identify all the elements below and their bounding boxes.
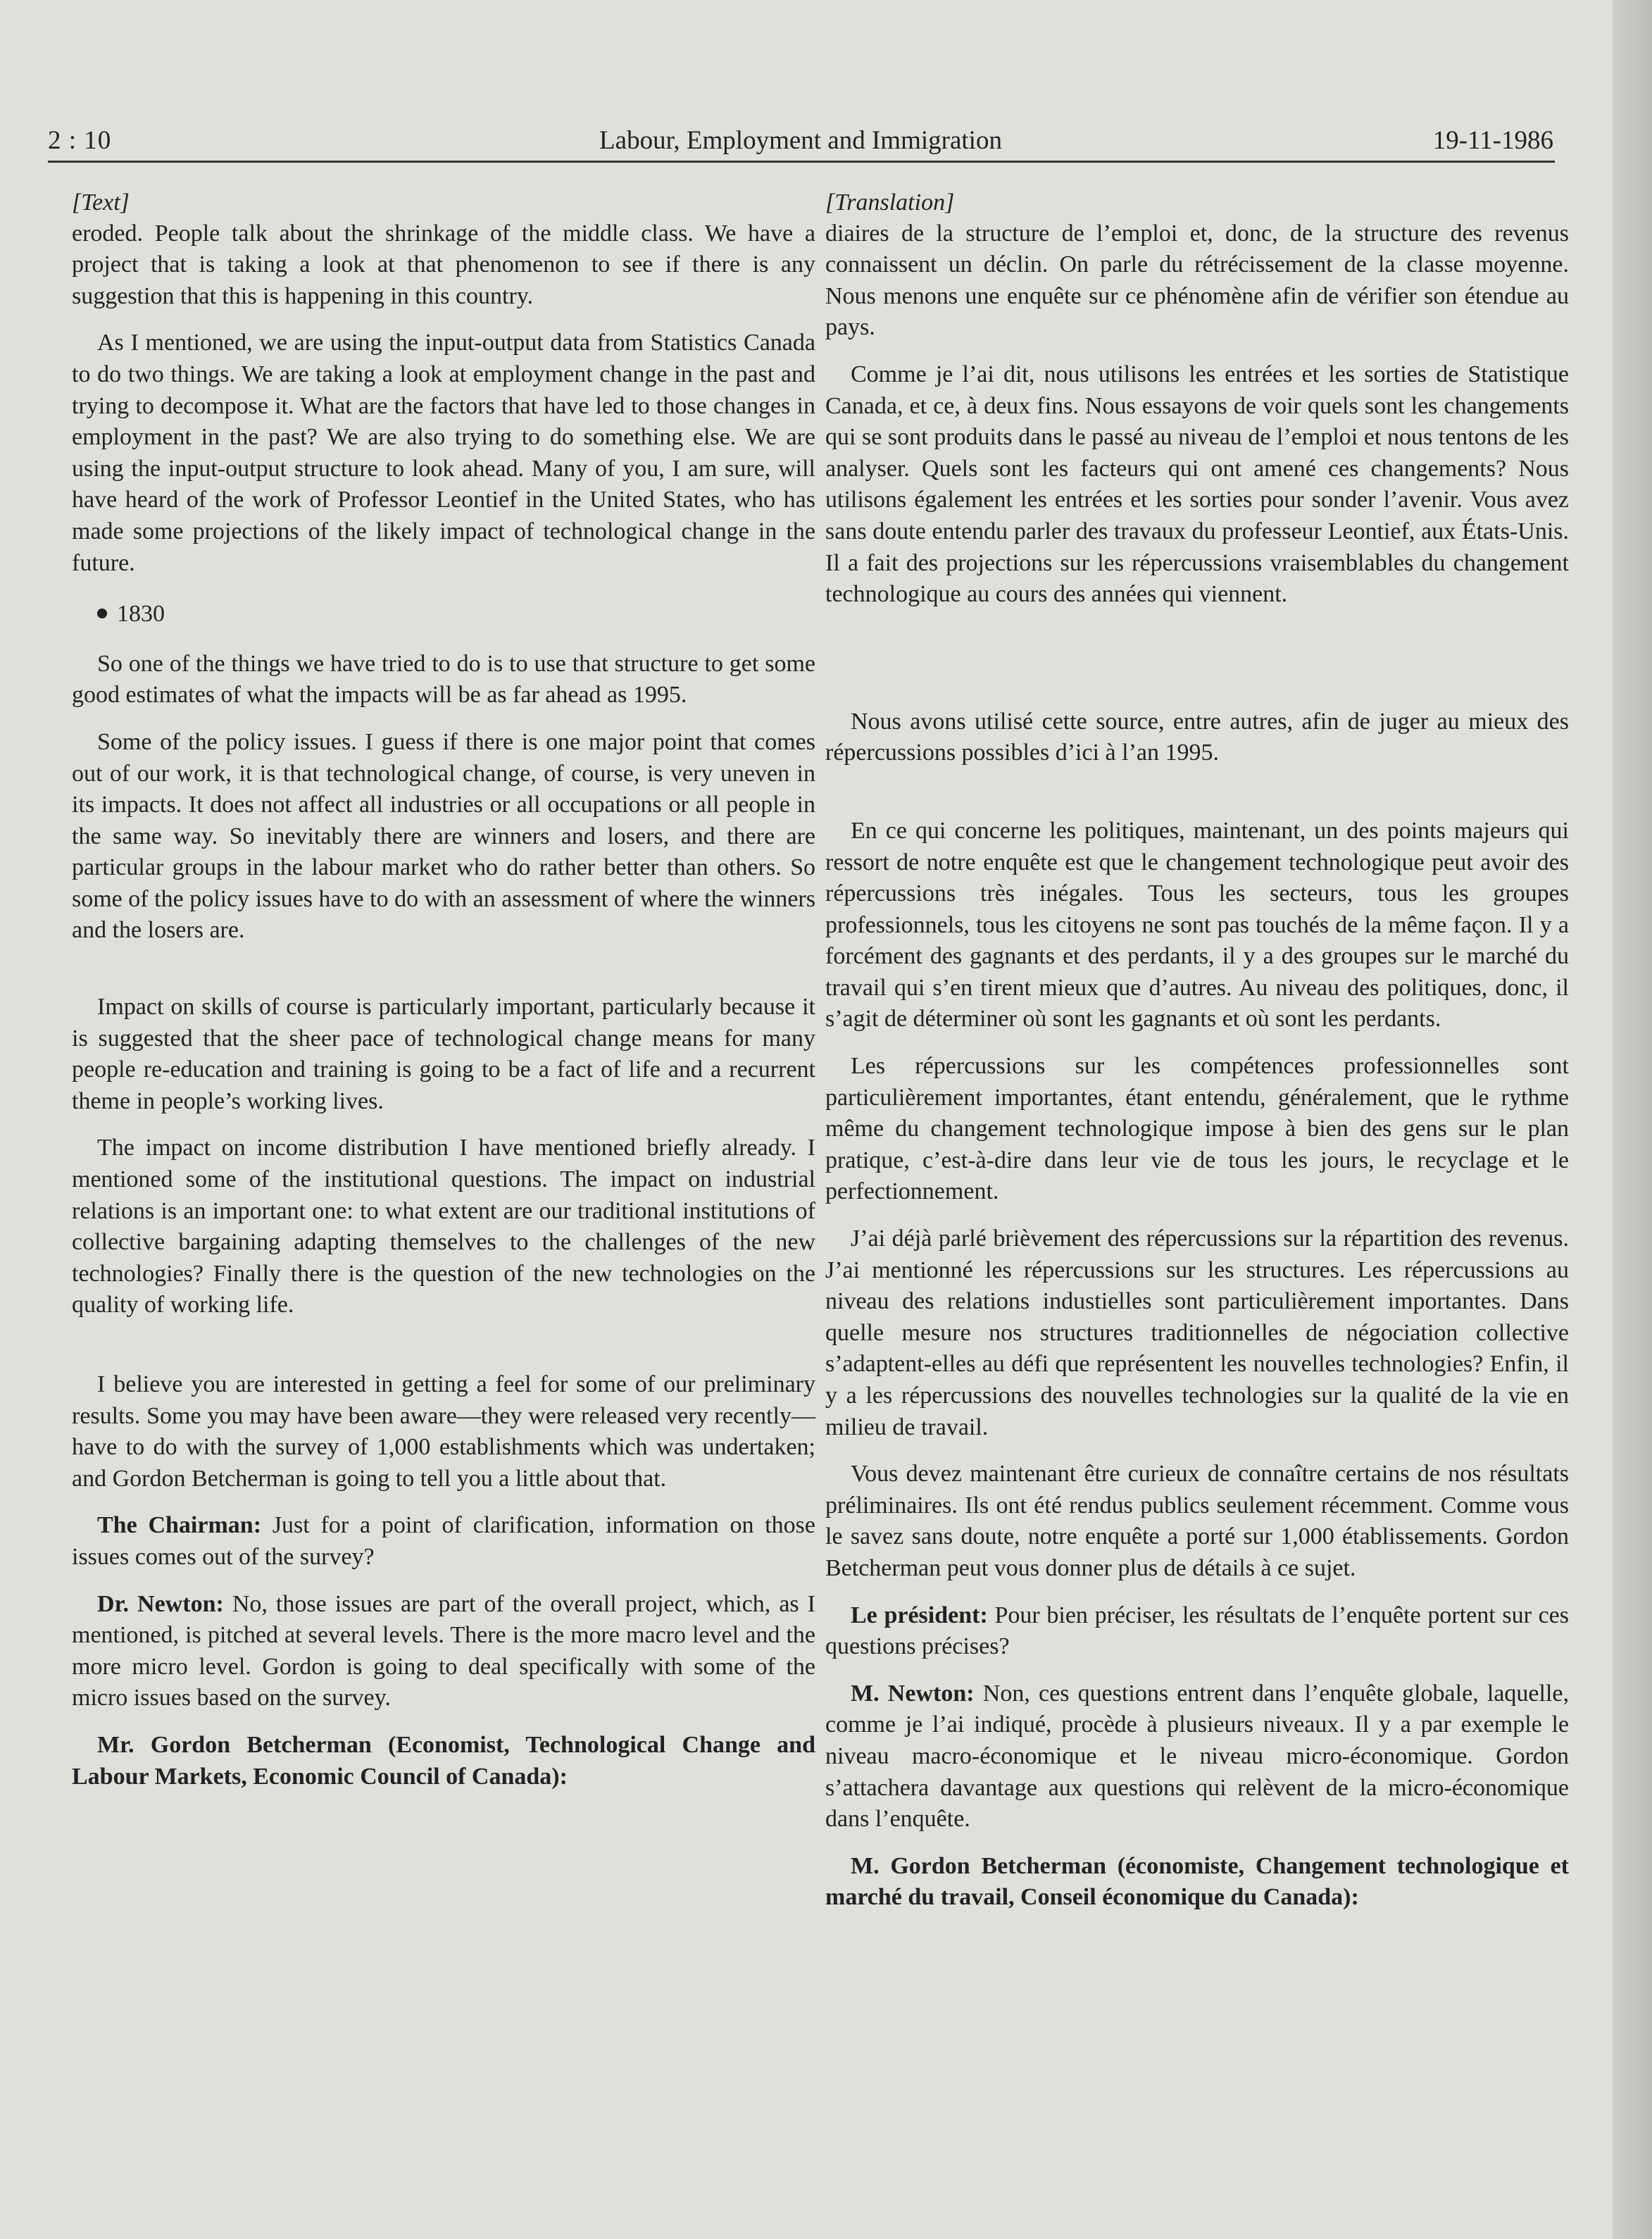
timestamp	[72, 599, 815, 630]
header-rule	[48, 161, 1555, 163]
column-label-translation: [Translation]	[825, 189, 955, 216]
page-edge	[1613, 0, 1652, 2239]
paragraph: As I mentioned, we are using the input-output data from Statistics Canada to do two things. We are taking a look at employment change in the past and trying to decompose it. What are the factors that have led to those changes in employment in the past? We are also trying to do something else. We are using the input-output structure to look ahead. Many of you, I am sure, will have heard of the work of Professor Leontief in the United States, who has made some projections of the likely impact of technological change in the future.	[72, 330, 815, 576]
paragraph	[825, 1678, 1569, 1835]
page-number: 2 : 10	[48, 126, 112, 155]
speaker-heading: M. Gordon Betcherman (économiste, Changement technologique et marché du travail, Conseil économique du Canada):	[825, 1852, 1569, 1911]
french-column	[825, 187, 1569, 1914]
paragraph: Les répercussions sur les compétences professionnelles sont particulièrement importantes, étant entendu, généralement, que le rythme même du changement technologique impose à bien des gens sur le plan pratique, c’est-à-dire dans leur vie de tous les jours, le recyclage et le perfectionnement.	[825, 1053, 1569, 1205]
paragraph: I believe you are interested in getting a feel for some of our preliminary results. Some you may have been aware—they were released very recently—have to do with the survey of 1,000 establishments which was undertaken; and Gordon Betcherman is going to tell you a little about that.	[72, 1371, 815, 1492]
english-column	[72, 187, 815, 1792]
paragraph: The impact on income distribution I have mentioned briefly already. I mentioned some of the institutional questions. The impact on industrial relations is an important one: to what extent are our traditional institutions of collective bargaining adapting themselves to the challenges of the new technologies? Finally there is the question of the new technologies on the quality of working life.	[72, 1135, 815, 1318]
speaker-heading: Mr. Gordon Betcherman (Economist, Technological Change and Labour Markets, Economic Council of Canada):	[72, 1731, 815, 1790]
column-label-text: [Text]	[72, 189, 130, 216]
page-title: Labour, Employment and Immigration	[599, 126, 1002, 155]
speech-text: Just for a point of clarification, information on those issues comes out of the survey?	[72, 1512, 816, 1570]
paragraph	[72, 1589, 815, 1714]
paragraph: eroded. People talk about the shrinkage of the middle class. We have a project that is taking a look at that phenomenon to see if there is any suggestion that this is happening in this country.	[72, 220, 815, 309]
paragraph: Vous devez maintenant être curieux de connaître certains de nos résultats préliminaires. Ils ont été rendus publics seulement récemment. Comme vous le savez sans doute, notre enquête a porté sur 1,000 établissements. Gordon Betcherman peut vous donner plus de détails à ce sujet.	[825, 1461, 1569, 1581]
paragraph: En ce qui concerne les politiques, maintenant, un des points majeurs qui ressort de notre enquête est que le changement technologique peut avoir des répercussions très inégales. Tous les secteurs, tous les groupes professionnels, tous les citoyens ne sont pas touchés de la même façon. Il y a forcément des gagnants et des perdants, il y a des groupes sur le marché du travail qui s’en tirent mieux que d’autres. Au niveau des politiques, donc, il s’agit de déterminer où sont les gagnants et où sont les perdants.	[825, 817, 1569, 1033]
bullet-icon	[97, 609, 107, 618]
paragraph: Comme je l’ai dit, nous utilisons les entrées et les sorties de Statistique Canada, et ce, à deux fins. Nous essayons de voir quels sont les changements qui se sont produits dans le passé au niveau de l’emploi et nous tentons de les analyser. Quels sont les facteurs qui ont amené ces changements? Nous utilisons également les entrées et les sorties pour sonder l’avenir. Vous avez sans doute entendu parler des travaux du professeur Leontief, aux États-Unis. Il a fait des projections sur les répercussions vraisemblables du changement technologique au cours des années qui viennent.	[825, 361, 1569, 608]
speech-text: No, those issues are part of the overall project, which, as I mentioned, is pitched at several levels. There is the more macro level and the more micro level. Gordon is going to deal specifically with some of the micro issues based on the survey.	[72, 1590, 815, 1711]
paragraph: So one of the things we have tried to do is to use that structure to get some good estimates of what the impacts will be as far ahead as 1995.	[72, 650, 815, 709]
paragraph: diaires de la structure de l’emploi et, donc, de la structure des revenus connaissent un déclin. On parle du rétrécissement de la classe moyenne. Nous menons une enquête sur ce phénomène afin de vérifier son étendue au pays.	[825, 220, 1569, 341]
paragraph: Nous avons utilisé cette source, entre autres, afin de juger au mieux des répercussions possibles d’ici à l’an 1995.	[825, 708, 1569, 766]
paragraph: J’ai déjà parlé brièvement des répercussions sur la répartition des revenus. J’ai mentionné les répercussions sur les structures. Les répercussions au niveau des relations industielles sont particulièrement importantes. Dans quelle mesure nos structures traditionnelles de négociation collective s’adaptent-elles au défi que représentent les nouvelles technologies? Enfin, il y a les répercussions des nouvelles technologies sur la qualité de la vie en milieu de travail.	[825, 1225, 1569, 1440]
paragraph: Some of the policy issues. I guess if there is one major point that comes out of our work, it is that technological change, of course, is very uneven in its impacts. It does not affect all industries or all occupations or all people in the same way. So inevitably there are winners and losers, and there are particular groups in the labour market who do rather better than others. So some of the policy issues have to do with an assessment of where the winners and the losers are.	[72, 728, 815, 944]
speaker-name: M. Newton:	[851, 1680, 975, 1707]
paragraph	[72, 1510, 815, 1573]
speaker-name: The Chairman:	[97, 1512, 262, 1539]
page-header	[48, 120, 1553, 162]
paragraph: Impact on skills of course is particularly important, particularly because it is suggested that the sheer pace of technological change means for many people re-education and training is going to be a fact of life and a recurrent theme in people’s working lives.	[72, 994, 815, 1114]
sitting-date: 19-11-1986	[1432, 126, 1553, 155]
speech-text: Non, ces questions entrent dans l’enquête globale, laquelle, comme je l’ai indiqué, procède à plusieurs niveaux. Il y a par exemple le niveau macro-économique et le niveau micro-économique. Gordon s’attachera davantage aux questions qui relèvent de la micro-économique dans l’enquête.	[825, 1680, 1570, 1833]
speaker-name: Le président:	[851, 1602, 988, 1628]
speaker-name: Dr. Newton:	[97, 1590, 224, 1617]
paragraph	[825, 1600, 1569, 1663]
speech-text: Pour bien préciser, les résultats de l’enquête portent sur ces questions précises?	[825, 1602, 1569, 1660]
timestamp-value: 1830	[117, 601, 165, 628]
